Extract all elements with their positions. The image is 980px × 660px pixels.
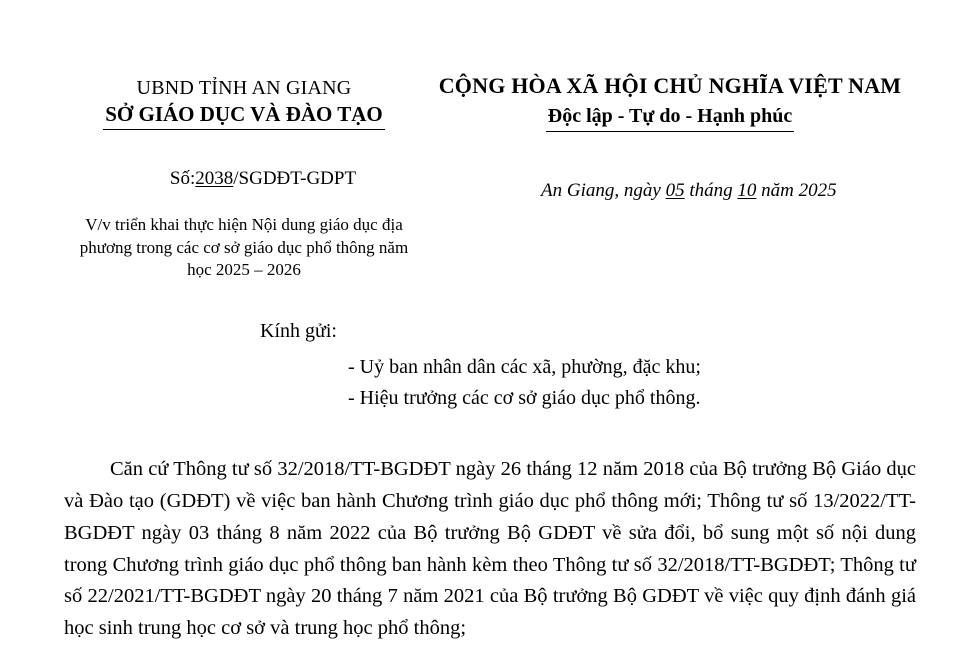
recipients-block <box>64 316 916 414</box>
recipient-item: - Uỷ ban nhân dân các xã, phường, đặc khu; <box>348 355 701 378</box>
recipients-salutation: Kính gửi: <box>260 319 337 342</box>
header-issuing-authority <box>64 60 424 282</box>
issue-year: 2025 <box>798 179 837 201</box>
place-prefix: An Giang, ngày <box>541 179 666 201</box>
document-number-value: 2038 <box>195 168 234 190</box>
province-name: UBND TỈNH AN GIANG <box>136 77 352 99</box>
document-header <box>64 60 916 282</box>
national-motto: Độc lập - Tự do - Hạnh phúc <box>546 103 794 132</box>
issue-day: 05 <box>665 179 685 201</box>
country-name: CỘNG HÒA XÃ HỘI CHỦ NGHĨA VIỆT NAM <box>438 73 902 98</box>
year-prefix: năm <box>756 179 799 201</box>
document-number-row <box>64 146 424 212</box>
body-paragraph: Căn cứ Thông tư số 32/2018/TT-BGDĐT ngày 26 tháng 12 năm 2018 của Bộ trưởng Bộ Giáo dục và Đào tạo (GDĐT) về việc ban hành Chương trình giáo dục phổ thông mới; Thông tư số 13/2022/TT-BGDĐT ngày 03 tháng 8 năm 2022 của Bộ trưởng Bộ GDĐT về sửa đổi, bổ sung một số nội dung trong Chương trình giáo dục phổ thông ban hành kèm theo Thông tư số 32/2018/TT-BGDĐT; Thông tư số 22/2021/TT-BGDĐT ngày 20 tháng 7 năm 2021 của Bộ trưởng Bộ GDĐT về việc quy định đánh giá học sinh trung học cơ sở và trung học phổ thông; <box>64 457 916 640</box>
recipient-item: - Hiệu trưởng các cơ sở giáo dục phổ thông. <box>348 386 701 409</box>
month-prefix: tháng <box>684 179 738 201</box>
document-number-suffix: /SGDĐT-GDPT <box>233 168 357 190</box>
department-name: SỞ GIÁO DỤC VÀ ĐÀO TẠO <box>103 101 385 130</box>
document-number-prefix: Số: <box>169 168 196 190</box>
place-and-date <box>424 158 916 224</box>
header-national-motto <box>424 60 916 224</box>
issue-month: 10 <box>737 179 757 201</box>
document-subject: V/v triển khai thực hiện Nội dung giáo dục địa phương trong các cơ sở giáo dục phổ thông năm học 2025 – 2026 <box>79 215 409 280</box>
